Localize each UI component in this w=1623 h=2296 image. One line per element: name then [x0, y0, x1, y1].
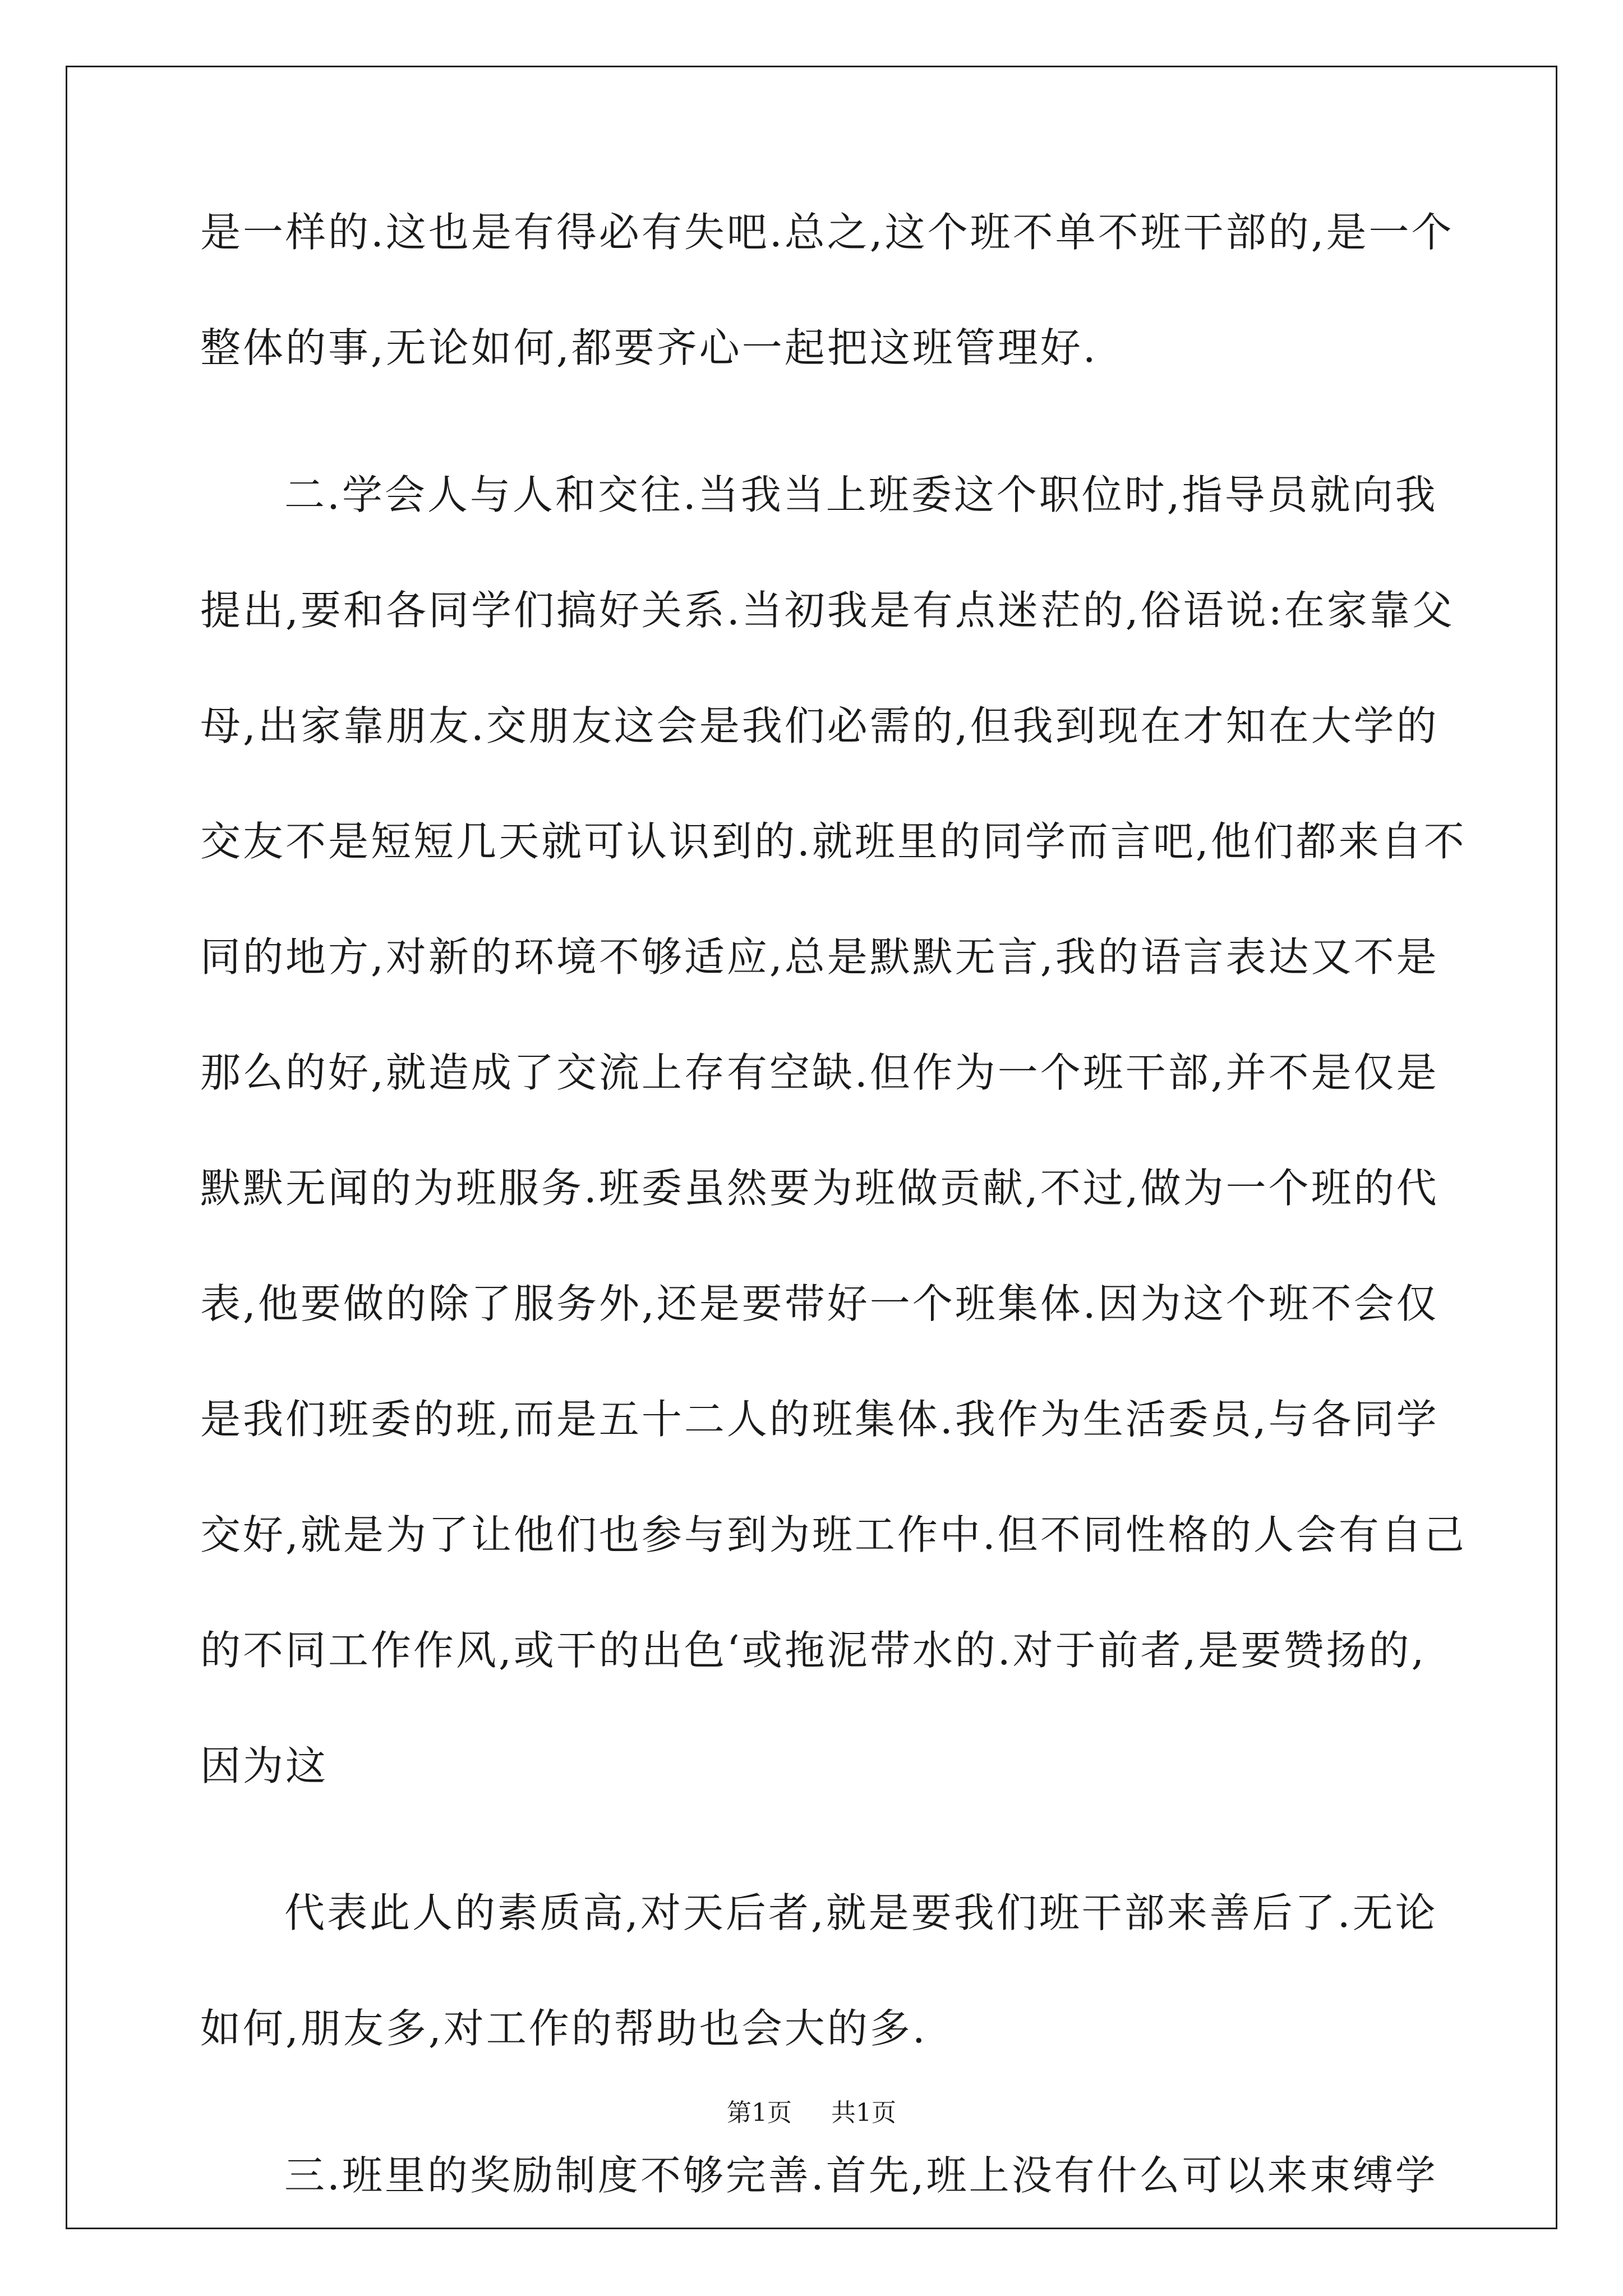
- text-line: 如何,朋友多,对工作的帮助也会大的多.: [200, 2005, 928, 2052]
- paragraph-start-line: 三.班里的奖励制度不够完善.首先,班上没有什么可以来束缚学: [284, 2152, 1438, 2199]
- text-line: 交友不是短短几天就可认识到的.就班里的同学而言吧,他们都来自不: [200, 818, 1467, 865]
- document-body: [200, 209, 1467, 2199]
- page-total: 共1页: [831, 2099, 896, 2127]
- text-line: 是一样的.这也是有得必有失吧.总之,这个班不单不班干部的,是一个: [200, 209, 1454, 256]
- paragraph-start-line: 二.学会人与人和交往.当我当上班委这个职位时,指导员就向我: [284, 471, 1438, 518]
- text-line: 是我们班委的班,而是五十二人的班集体.我作为生活委员,与各同学: [200, 1396, 1439, 1443]
- text-line: 表,他要做的除了服务外,还是要带好一个班集体.因为这个班不会仅: [200, 1280, 1439, 1327]
- text-line: 默默无闻的为班服务.班委虽然要为班做贡献,不过,做为一个班的代: [200, 1165, 1439, 1212]
- text-line: 那么的好,就造成了交流上存有空缺.但作为一个班干部,并不是仅是: [200, 1049, 1439, 1096]
- page-number: 第1页: [727, 2099, 792, 2127]
- text-line: 交好,就是为了让他们也参与到为班工作中.但不同性格的人会有自己: [200, 1511, 1467, 1558]
- text-line: 整体的事,无论如何,都要齐心一起把这班管理好.: [200, 324, 1098, 371]
- text-line: 的不同工作作风,或干的出色‘或拖泥带水的.对于前者,是要赞扬的,: [200, 1627, 1427, 1674]
- page-footer: [0, 2101, 1623, 2125]
- text-line: 因为这: [200, 1742, 329, 1789]
- text-line: 母,出家靠朋友.交朋友这会是我们必需的,但我到现在才知在大学的: [200, 702, 1439, 749]
- text-line: 提出,要和各同学们搞好关系.当初我是有点迷茫的,俗语说:在家靠父: [200, 587, 1455, 634]
- paragraph-start-line: 代表此人的素质高,对天后者,就是要我们班干部来善后了.无论: [284, 1889, 1438, 1936]
- text-line: 同的地方,对新的环境不够适应,总是默默无言,我的语言表达又不是: [200, 933, 1439, 981]
